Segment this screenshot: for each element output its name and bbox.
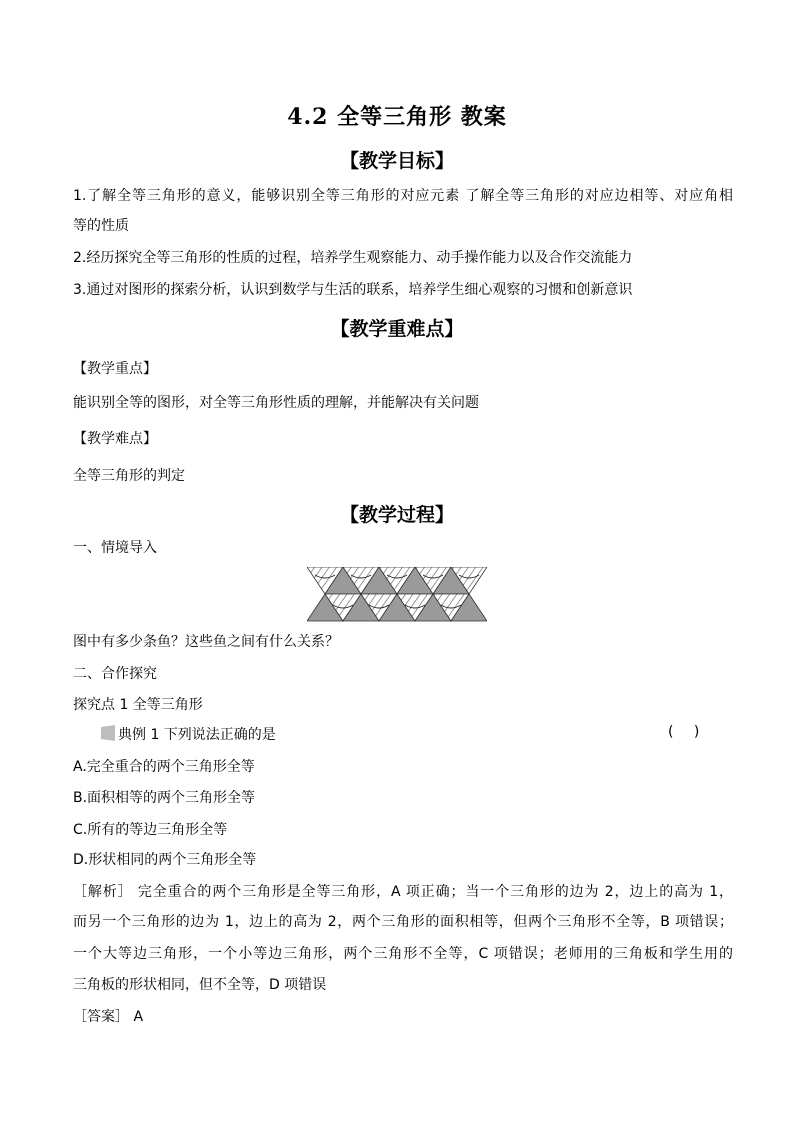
example-marker-icon bbox=[101, 725, 115, 741]
section-heading-key-points: 【教学重难点】 bbox=[330, 318, 464, 340]
analysis-line-1: ［解析］ 完全重合的两个三角形是全等三角形，A 项正确；当一个三角形的边为 2，边上的高为 1， bbox=[73, 884, 733, 900]
part-1-heading: 一、情境导入 bbox=[73, 540, 157, 556]
goal-3: 3.通过对图形的探索分析，认识到数学与生活的联系，培养学生细心观察的习惯和创新意识 bbox=[73, 282, 633, 298]
goal-1-line-b: 等的性质 bbox=[73, 218, 129, 234]
difficulty-label: 【教学难点】 bbox=[73, 431, 157, 447]
analysis-line-4: 三角板的形状相同，但不全等，D 项错误 bbox=[73, 977, 327, 993]
difficulty-text: 全等三角形的判定 bbox=[73, 468, 185, 484]
answer-line: ［答案］ A bbox=[73, 1009, 144, 1025]
answer-bracket: ( ) bbox=[668, 724, 708, 740]
section-heading-process: 【教学过程】 bbox=[339, 504, 454, 526]
example-1-stem: 典例 1 下列说法正确的是 bbox=[118, 727, 276, 743]
focus-label: 【教学重点】 bbox=[73, 361, 157, 377]
option-d: D.形状相同的两个三角形全等 bbox=[73, 852, 257, 868]
analysis-line-3: 一个大等边三角形，一个小等边三角形，两个三角形不全等，C 项错误；老师用的三角板和学生用的 bbox=[73, 946, 733, 962]
goal-1-line-a: 1.了解全等三角形的意义，能够识别全等三角形的对应元素 了解全等三角形的对应边相等、对应角相 bbox=[73, 188, 733, 204]
fish-tessellation-figure bbox=[307, 567, 487, 622]
section-heading-goals: 【教学目标】 bbox=[339, 150, 454, 172]
option-a: A.完全重合的两个三角形全等 bbox=[73, 759, 255, 775]
option-b: B.面积相等的两个三角形全等 bbox=[73, 790, 256, 806]
analysis-line-2: 而另一个三角形的边为 1，边上的高为 2，两个三角形的面积相等，但两个三角形不全等，B 项错误； bbox=[73, 914, 733, 930]
explore-point-1: 探究点 1 全等三角形 bbox=[73, 697, 203, 713]
focus-text: 能识别全等的图形，对全等三角形性质的理解，并能解决有关问题 bbox=[73, 395, 479, 411]
figure-question: 图中有多少条鱼？这些鱼之间有什么关系？ bbox=[73, 634, 339, 650]
part-2-heading: 二、合作探究 bbox=[73, 666, 157, 682]
page-title: 4.2 全等三角形 教案 bbox=[287, 104, 507, 130]
goal-2: 2.经历探究全等三角形的性质的过程，培养学生观察能力、动手操作能力以及合作交流能力 bbox=[73, 250, 633, 266]
option-c: C.所有的等边三角形全等 bbox=[73, 822, 228, 838]
